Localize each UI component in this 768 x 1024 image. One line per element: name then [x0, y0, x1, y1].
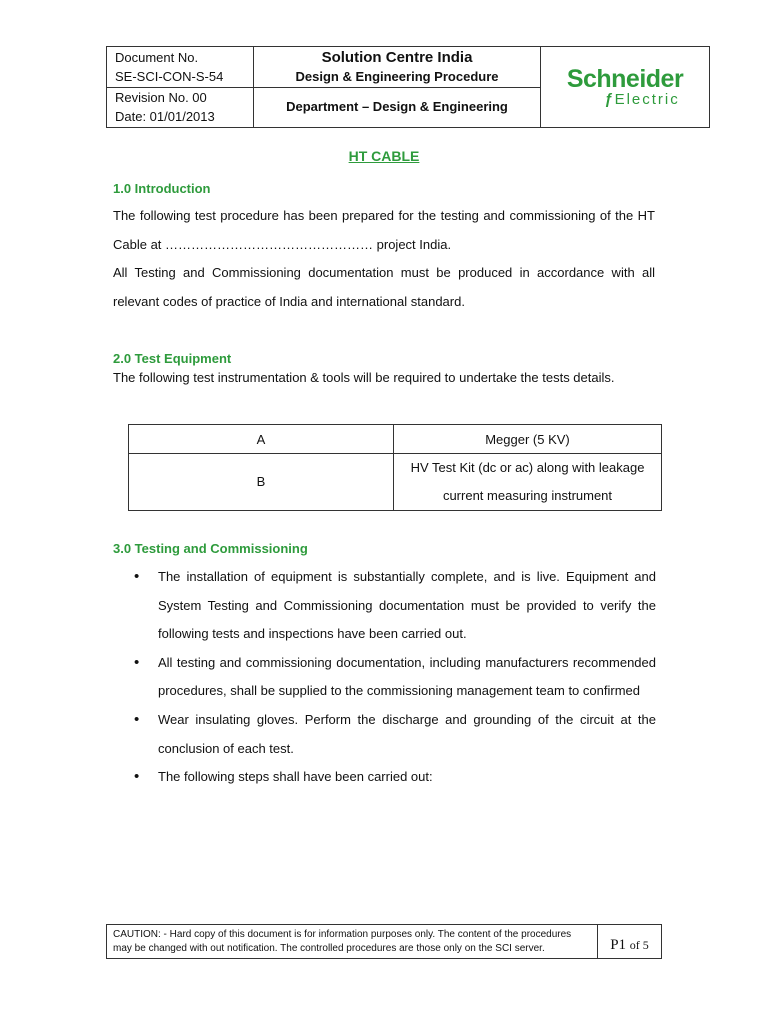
revision-cell — [107, 87, 254, 128]
list-item: • The installation of equipment is substantially complete, and is live. Equipment and System Testing and Commissioning documentation must be provided to verify the following tests and inspections have been carried out. — [132, 563, 656, 649]
page-number — [598, 925, 662, 959]
procedure-title: Design & Engineering Procedure — [295, 68, 499, 84]
department-label: Department – Design & Engineering — [286, 99, 508, 115]
section-heading-testing-commissioning: 3.0 Testing and Commissioning — [113, 541, 308, 556]
caution-notice: CAUTION: - Hard copy of this document is for information purposes only. The content of the procedures may be changed with out notification. The controlled procedures are those only on the SCI server. — [107, 925, 598, 959]
section-heading-introduction: 1.0 Introduction — [113, 181, 211, 196]
equipment-item-cell: HV Test Kit (dc or ac) along with leakage current measuring instrument — [394, 454, 662, 511]
company-logo — [541, 47, 710, 128]
introduction-paragraph-1: The following test procedure has been prepared for the testing and commissioning of the HT Cable at ………………………………………… project India. — [113, 208, 655, 252]
page-current: P1 — [610, 936, 627, 953]
section-heading-test-equipment: 2.0 Test Equipment — [113, 351, 232, 366]
testing-bullet-list — [132, 563, 656, 792]
test-equipment-table — [128, 424, 662, 511]
organization-title-cell — [254, 47, 541, 88]
logo-mark-icon: ƒ — [604, 91, 613, 108]
list-item: • All testing and commissioning documentation, including manufacturers recommended procedures, shall be supplied to the commissioning management team to confirmed — [132, 649, 656, 706]
document-number-value: SE-SCI-CON-S-54 — [115, 68, 224, 84]
test-equipment-paragraph: The following test instrumentation & tools will be required to undertake the tests details. — [113, 370, 615, 385]
equipment-id-cell: A — [129, 425, 394, 454]
logo-subtext-label: Electric — [614, 91, 680, 108]
department-cell — [254, 87, 541, 128]
equipment-item-cell: Megger (5 KV) — [394, 425, 662, 454]
list-item: • Wear insulating gloves. Perform the discharge and grounding of the circuit at the conclusion of each test. — [132, 706, 656, 763]
document-footer — [106, 924, 662, 959]
page-title: HT CABLE — [348, 148, 420, 164]
table-row — [129, 425, 662, 454]
logo-wordmark: Schneider — [566, 65, 684, 93]
list-item: • The following steps shall have been carried out: — [132, 763, 656, 792]
introduction-paragraph-2: All Testing and Commissioning documentation must be produced in accordance with all relevant codes of practice of India and international standard. — [113, 265, 655, 309]
table-row — [129, 454, 662, 511]
page-total: of 5 — [629, 937, 649, 952]
document-number-label: Document No. — [115, 49, 199, 65]
document-date: Date: 01/01/2013 — [115, 109, 215, 125]
logo-subtext — [549, 92, 701, 108]
document-header — [106, 46, 710, 128]
document-number-cell — [107, 47, 254, 88]
equipment-id-cell: B — [129, 454, 394, 511]
revision-number: Revision No. 00 — [115, 90, 207, 106]
organization-title: Solution Centre India — [321, 48, 473, 66]
